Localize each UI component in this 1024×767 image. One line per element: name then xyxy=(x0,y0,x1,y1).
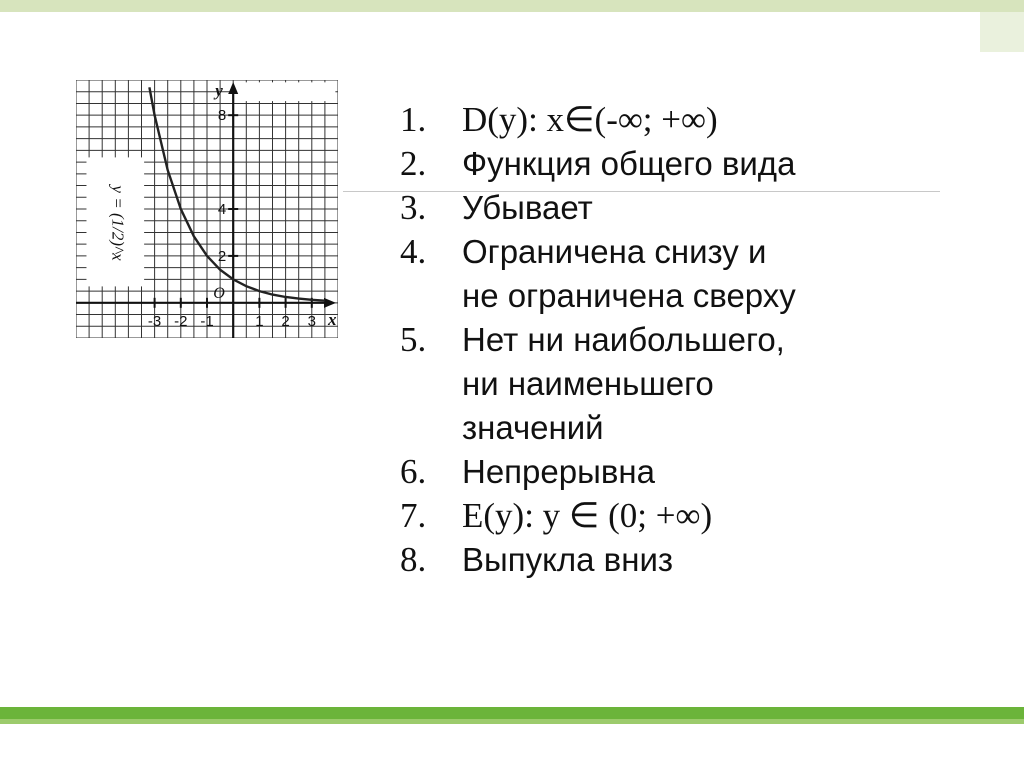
property-text: Нет ни наибольшего, xyxy=(462,321,785,358)
y-tick-label: 4 xyxy=(217,201,227,218)
property-item xyxy=(400,494,920,538)
property-item xyxy=(400,274,920,318)
property-item xyxy=(400,142,920,186)
property-number: 7. xyxy=(400,496,427,535)
property-number xyxy=(400,406,462,450)
faded-label-background xyxy=(236,82,336,101)
y-tick-label: 8 xyxy=(217,107,227,125)
x-tick-label: -3 xyxy=(147,312,162,330)
top-decor-bar xyxy=(0,0,1024,12)
property-number: 1. xyxy=(400,100,427,139)
property-item xyxy=(400,318,920,362)
property-text: ни наименьшего xyxy=(462,365,714,402)
property-number: 8. xyxy=(400,540,427,579)
property-item xyxy=(400,98,920,142)
property-number: 5. xyxy=(400,320,427,359)
top-decor-corner xyxy=(980,12,1024,52)
property-text: Убывает xyxy=(462,189,593,226)
property-text: E(y): y ∈ (0; +∞) xyxy=(462,496,713,535)
property-item xyxy=(400,362,920,406)
property-item xyxy=(400,450,920,494)
x-axis-label: x xyxy=(328,309,337,329)
properties-list xyxy=(400,98,920,582)
y-tick-label: 2 xyxy=(217,247,227,265)
property-text: Ограничена снизу и xyxy=(462,233,767,270)
origin-label: O xyxy=(213,284,225,302)
x-axis-arrow xyxy=(324,298,336,308)
y-axis-label: y xyxy=(215,81,223,100)
x-tick-label: 2 xyxy=(281,312,290,330)
x-tick-label: 3 xyxy=(307,312,316,330)
property-number: 2. xyxy=(400,144,427,183)
x-tick-label: -1 xyxy=(200,312,214,330)
bottom-green-band xyxy=(0,707,1024,719)
property-item xyxy=(400,538,920,582)
function-formula-label: y = (1/2)^x xyxy=(108,185,128,261)
x-tick-label: -2 xyxy=(174,312,188,330)
property-item xyxy=(400,186,920,230)
property-number: 6. xyxy=(400,452,427,491)
property-text: D(y): x∈(-∞; +∞) xyxy=(462,100,718,139)
property-text: Функция общего вида xyxy=(462,145,796,182)
property-text: Выпукла вниз xyxy=(462,541,674,578)
property-number xyxy=(400,274,462,318)
x-tick-label: 1 xyxy=(255,312,264,330)
property-text: Непрерывна xyxy=(462,453,655,490)
property-text: не ограничена сверху xyxy=(462,277,796,314)
bottom-green-band-light xyxy=(0,719,1024,724)
property-number: 3. xyxy=(400,188,427,227)
property-number: 4. xyxy=(400,232,427,271)
property-item xyxy=(400,406,920,450)
property-text: значений xyxy=(462,409,604,446)
property-number xyxy=(400,362,462,406)
property-item xyxy=(400,230,920,274)
exponential-function-graph xyxy=(76,80,338,338)
